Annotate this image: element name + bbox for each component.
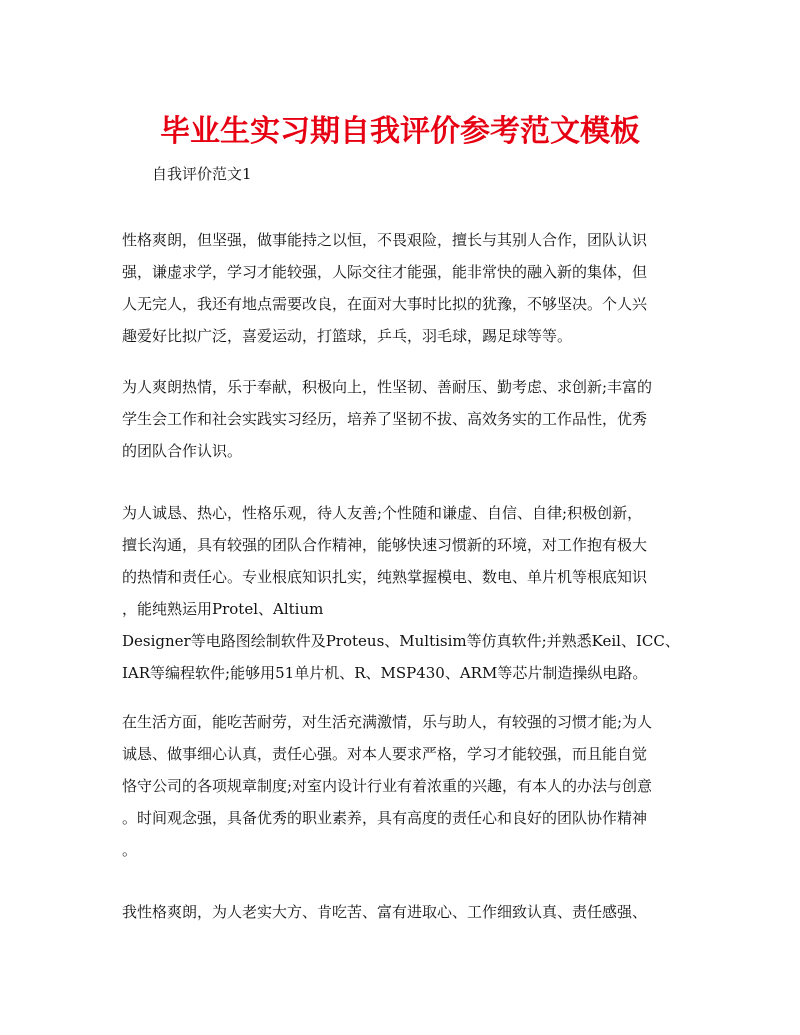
paragraph-line: 擅长沟通，具有较强的团队合作精神，能够快速习惯新的环境，对工作抱有极大 xyxy=(122,536,648,554)
paragraph-line: 。 xyxy=(122,841,138,859)
paragraph-line: 。时间观念强，具备优秀的职业素养，具有高度的责任心和良好的团队协作精神 xyxy=(122,809,648,827)
paragraph-line: 诚恳、做事细心认真，责任心强。对本人要求严格，学习才能较强，而且能自觉 xyxy=(122,745,648,763)
paragraph-1 xyxy=(122,224,692,352)
paragraph-4 xyxy=(122,706,692,866)
paragraph-line: ，能纯熟运用Protel、Altium xyxy=(122,600,324,618)
paragraph-line: 恪守公司的各项规章制度;对室内设计行业有着浓重的兴趣，有本人的办法与创意 xyxy=(122,777,653,795)
paragraph-line: 在生活方面，能吃苦耐劳，对生活充满激情，乐与助人，有较强的习惯才能;为人 xyxy=(122,713,653,731)
paragraph-line: Designer等电路图绘制软件及Proteus、Multisim等仿真软件;并熟悉Keil、ICC、 xyxy=(122,632,680,650)
paragraph-line: 人无完人，我还有地点需要改良，在面对大事时比拟的犹豫，不够坚决。个人兴 xyxy=(122,295,648,313)
paragraph-line: 的团队合作认识。 xyxy=(122,442,243,460)
document-title: 毕业生实习期自我评价参考范文模板 xyxy=(160,114,640,149)
paragraph-5 xyxy=(122,896,692,928)
paragraph-line: 我性格爽朗，为人老实大方、肯吃苦、富有进取心、工作细致认真、责任感强、 xyxy=(122,903,648,921)
paragraph-line: 强，谦虚求学，学习才能较强，人际交往才能强，能非常快的融入新的集体，但 xyxy=(122,263,648,281)
paragraph-line: 的热情和责任心。专业根底知识扎实，纯熟掌握模电、数电、单片机等根底知识 xyxy=(122,568,648,586)
paragraph-2 xyxy=(122,371,692,467)
paragraph-line: 趣爱好比拟广泛，喜爱运动，打篮球，乒乓，羽毛球，踢足球等等。 xyxy=(122,327,573,345)
document-subtitle: 自我评价范文1 xyxy=(152,165,252,183)
paragraph-line: 为人诚恳、热心，性格乐观，待人友善;个性随和谦虚、自信、自律;积极创新， xyxy=(122,504,643,522)
paragraph-3 xyxy=(122,497,692,689)
paragraph-line: 性格爽朗，但坚强，做事能持之以恒，不畏艰险，擅长与其别人合作，团队认识 xyxy=(122,231,648,249)
paragraph-line: 学生会工作和社会实践实习经历，培养了坚韧不拔、高效务实的工作品性，优秀 xyxy=(122,410,648,428)
paragraph-line: 为人爽朗热情，乐于奉献，积极向上，性坚韧、善耐压、勤考虑、求创新;丰富的 xyxy=(122,378,653,396)
paragraph-line: IAR等编程软件;能够用51单片机、R、MSP430、ARM等芯片制造操纵电路。 xyxy=(122,664,648,682)
